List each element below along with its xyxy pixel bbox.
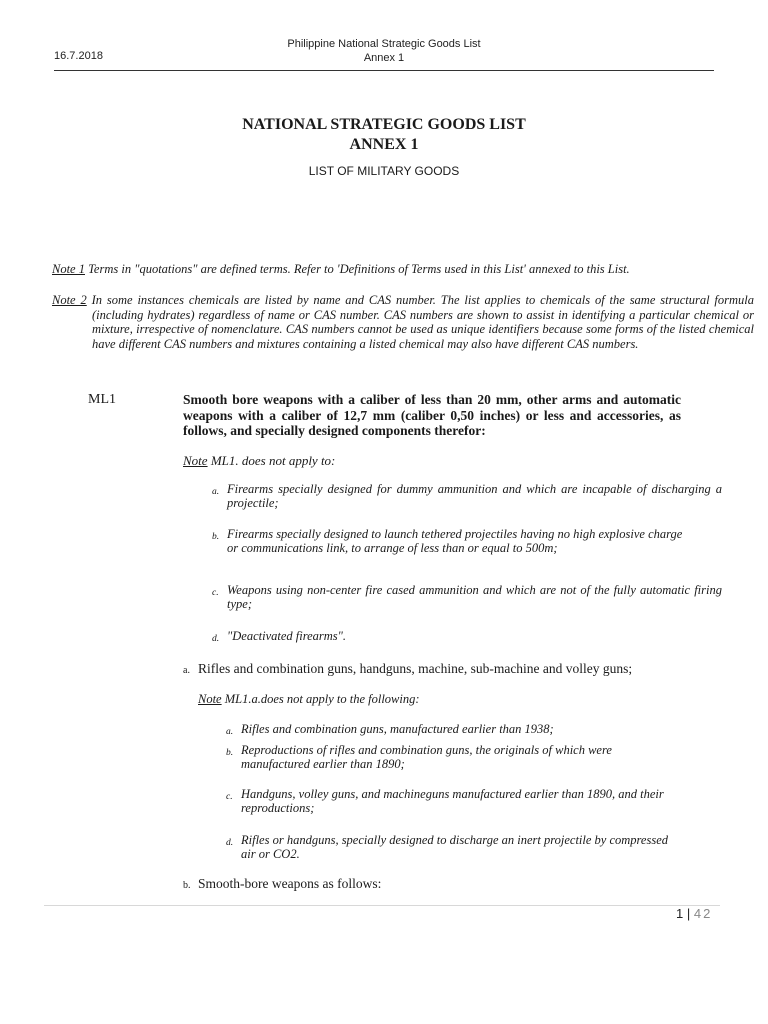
ml1-exclusion-letter-b: b.	[212, 532, 220, 542]
header-divider	[54, 70, 714, 71]
document-title: NATIONAL STRATEGIC GOODS LIST	[242, 116, 526, 133]
page-number-current: 1	[676, 906, 684, 921]
ml1-item-a-exclusion-d: Rifles or handguns, specially designed to discharge an inert projectile by compressed air or CO2.	[241, 833, 669, 861]
ml1-item-b-letter: b.	[183, 880, 191, 891]
header-title-line1: Philippine National Strategic Goods List	[287, 38, 481, 50]
ml1-exclusion-d: "Deactivated firearms".	[227, 629, 347, 643]
ml1-note	[183, 453, 335, 469]
page-number-separator: |	[686, 906, 691, 921]
ml1-item-a-note-text: ML1.a.does not apply to the following:	[224, 692, 420, 706]
ml1-item-a-exclusion-a: Rifles and combination guns, manufactured earlier than 1938;	[241, 722, 554, 736]
page-number	[676, 906, 712, 921]
ml1-item-a-exclusion-letter-a: a.	[226, 727, 234, 737]
ml1-note-label: Note	[183, 453, 208, 468]
ml1-item-b: Smooth-bore weapons as follows:	[198, 876, 382, 891]
ml1-exclusion-a: Firearms specially designed for dummy ammunition and which are incapable of discharging a projectile;	[227, 482, 722, 510]
note-1-text: Terms in "quotations" are defined terms. Refer to 'Definitions of Terms used in this List' annexed to this List.	[88, 262, 630, 276]
note-1	[52, 262, 722, 277]
ml1-exclusion-b: Firearms specially designed to launch tethered projectiles having no high explosive charge or communications link, to arrange of less than or equal to 500m;	[227, 527, 683, 555]
ml1-item-a-exclusion-letter-c: c.	[226, 792, 233, 802]
header-date: 16.7.2018	[54, 50, 103, 62]
ml1-item-a-exclusion-letter-d: d.	[226, 838, 234, 848]
ml1-exclusion-letter-d: d.	[212, 634, 220, 644]
ml1-code: ML1	[88, 392, 116, 407]
ml1-item-a-exclusion-letter-b: b.	[226, 748, 234, 758]
header-title-line2: Annex 1	[363, 52, 405, 64]
document-subtitle: LIST OF MILITARY GOODS	[308, 164, 460, 178]
ml1-item-a-exclusion-c: Handguns, volley guns, and machineguns manufactured earlier than 1890, and their reproductions;	[241, 787, 664, 815]
ml1-exclusion-letter-c: c.	[212, 588, 219, 598]
footer-divider	[44, 905, 720, 906]
note-2-text: In some instances chemicals are listed by name and CAS number. The list applies to chemicals of the same structural formula (including hydrates) regardless of name or CAS number. CAS numbers are shown to assist in identifying a particular chemical or mixture, irrespective of nomenclature. CAS numbers cannot be used as unique identifiers because some forms of the listed chemical have different CAS numbers and mixtures containing a listed chemical may also have different CAS numbers.	[91, 293, 755, 351]
ml1-heading: Smooth bore weapons with a caliber of less than 20 mm, other arms and automatic weapons with a caliber of 12,7 mm (caliber 0,50 inches) or less and accessories, as follows, and specially designed components therefor:	[183, 392, 681, 438]
ml1-item-a-exclusion-b: Reproductions of rifles and combination guns, the originals of which were manufactured earlier than 1890;	[241, 743, 612, 771]
ml1-item-a: Rifles and combination guns, handguns, machine, sub-machine and volley guns;	[198, 661, 633, 676]
ml1-exclusion-letter-a: a.	[212, 487, 220, 497]
note-2-label: Note 2	[52, 293, 87, 307]
note-1-label: Note 1	[52, 262, 85, 276]
page-number-total: 42	[693, 906, 713, 921]
ml1-note-text: ML1. does not apply to:	[210, 453, 336, 468]
ml1-item-a-letter: a.	[183, 665, 190, 676]
ml1-item-a-note-label: Note	[198, 692, 222, 706]
ml1-item-a-note	[198, 692, 420, 707]
ml1-exclusion-c: Weapons using non-center fire cased ammunition and which are not of the fully automatic firing type;	[227, 583, 722, 611]
document-annex-title: ANNEX 1	[349, 136, 419, 153]
note-2	[52, 293, 754, 351]
